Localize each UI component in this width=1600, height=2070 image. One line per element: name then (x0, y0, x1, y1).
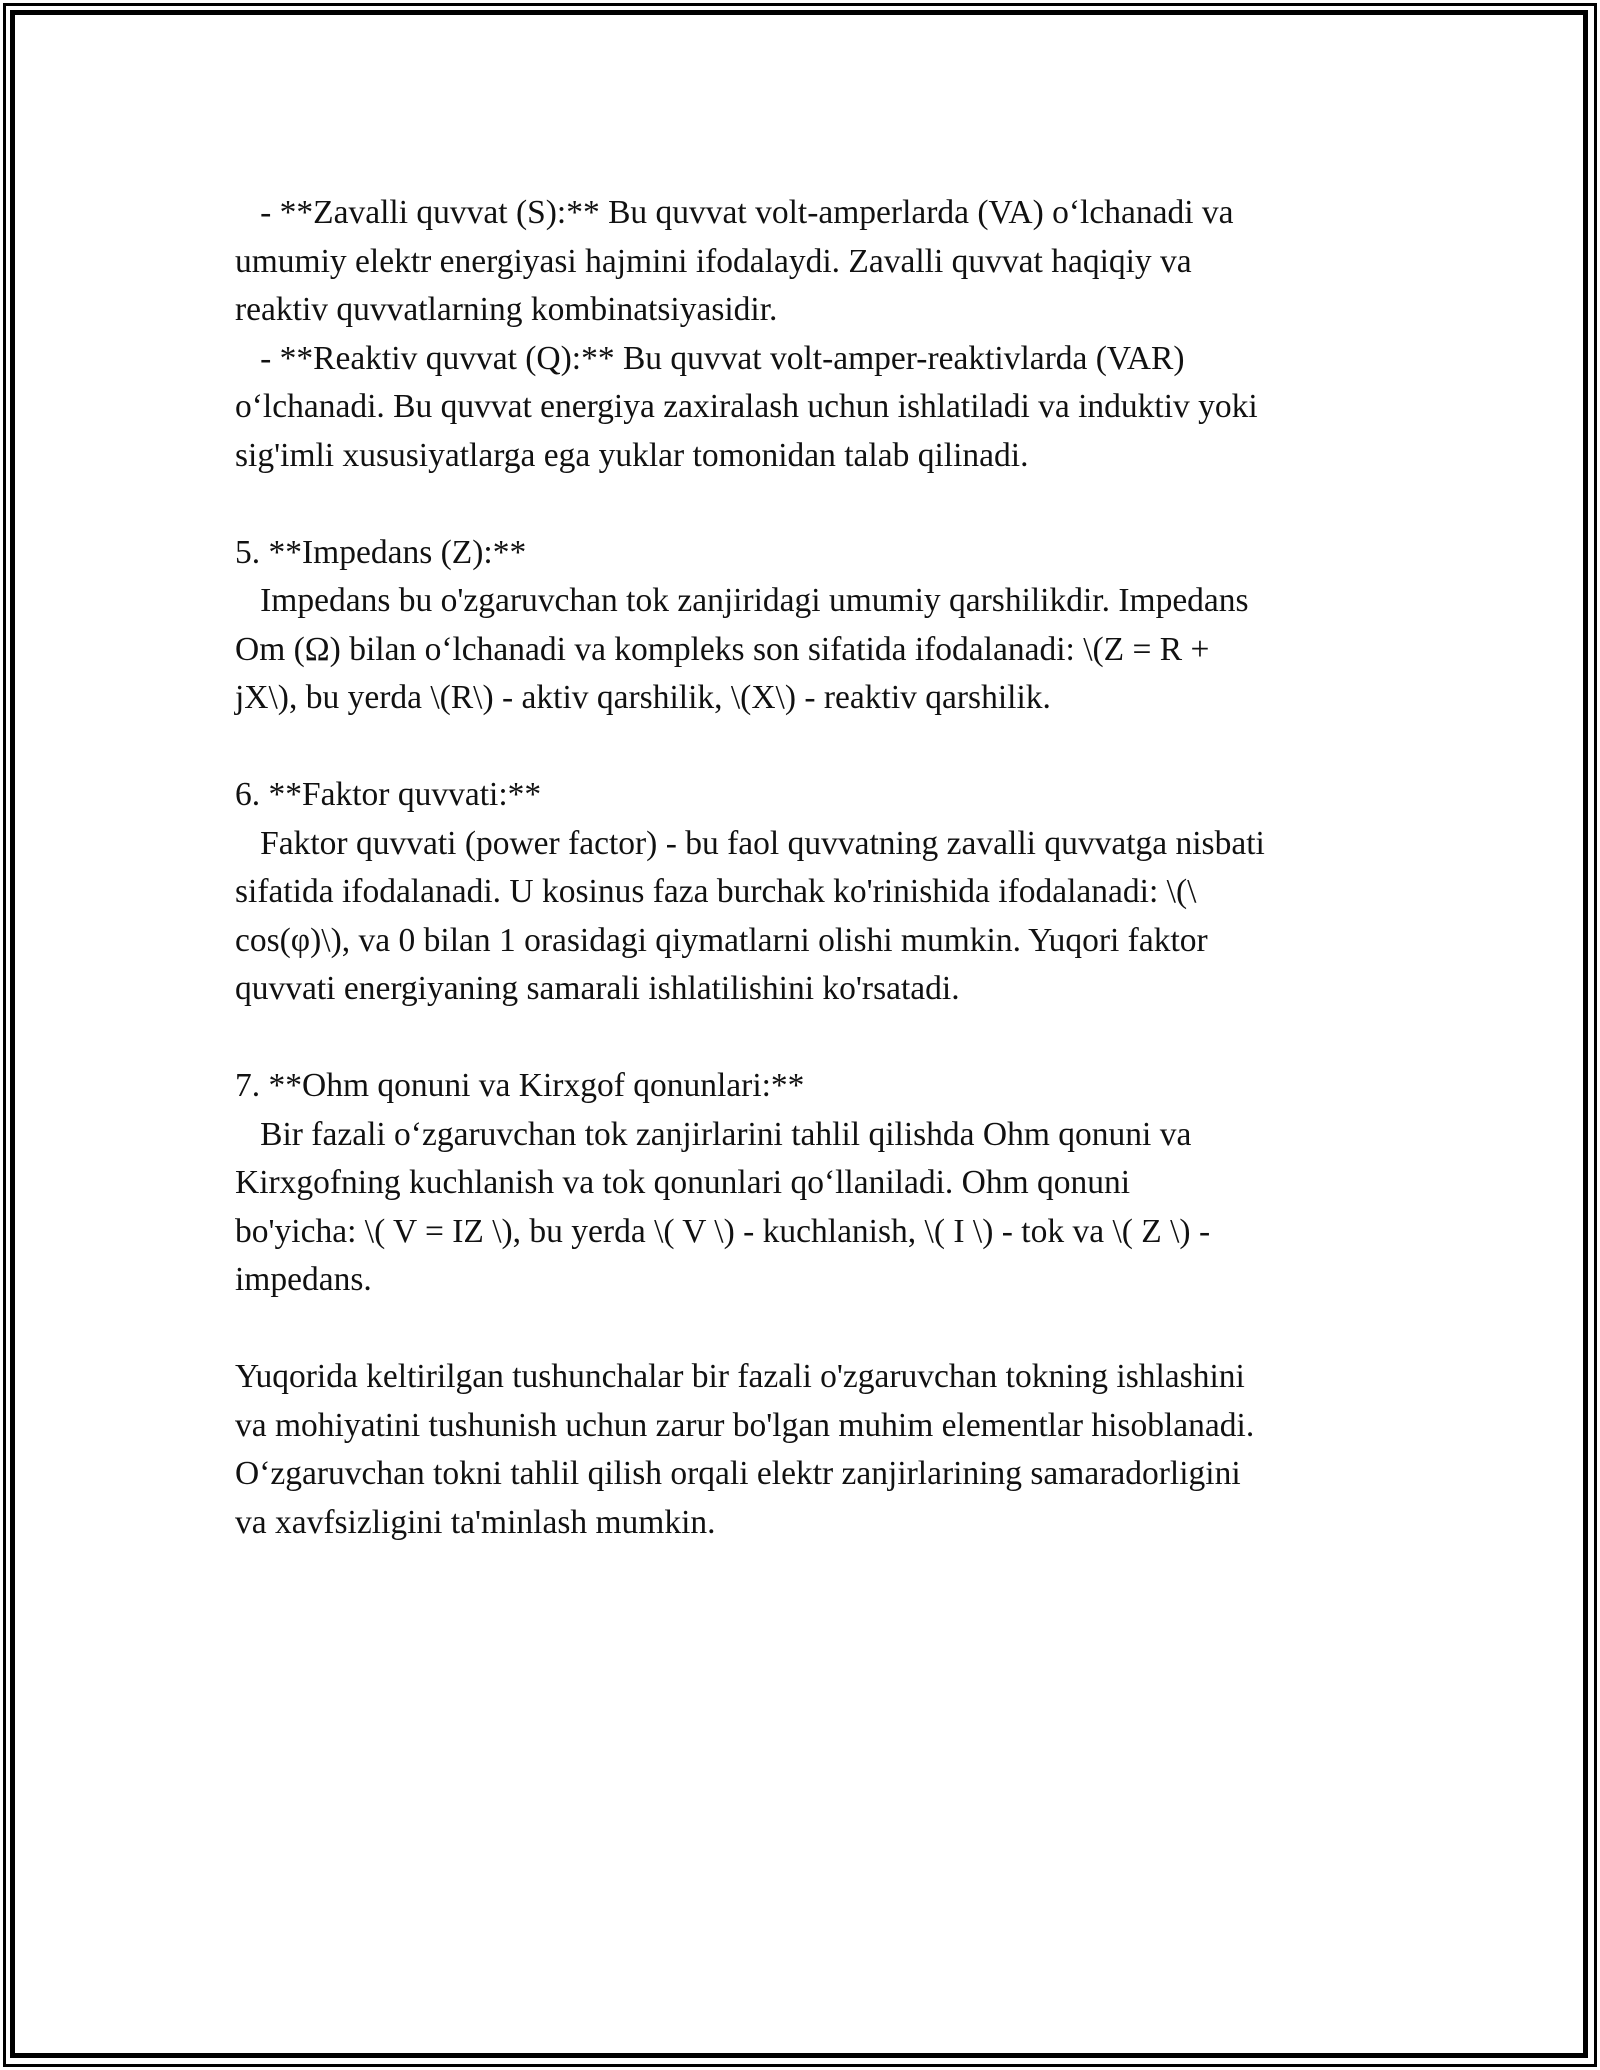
paragraph-spacer (235, 1014, 1385, 1063)
conclusion-paragraph (235, 1353, 1385, 1547)
section-ohm-kirxgof (235, 1062, 1385, 1305)
section-impedans (235, 529, 1385, 723)
text-line: reaktiv quvvatlarning kombinatsiyasidir. (235, 291, 778, 328)
bullet-reaktiv-quvvat (235, 335, 1385, 481)
text-line: va xavfsizligini ta'minlash mumkin. (235, 1503, 716, 1541)
text-line: Bir fazali oʻzgaruvchan tok zanjirlarini tahlil qilishda Ohm qonuni va (235, 1115, 1192, 1153)
text-line: cos(φ)\), va 0 bilan 1 orasidagi qiymatlarni olishi mumkin. Yuqori faktor (235, 921, 1208, 959)
text-line: impedans. (235, 1261, 372, 1298)
document-body (235, 189, 1385, 1547)
section-heading: 5. **Impedans (Z):** (235, 533, 527, 571)
text-line: va mohiyatini tushunish uchun zarur bo'lgan muhim elementlar hisoblanadi. (235, 1406, 1255, 1444)
section-faktor-quvvati (235, 771, 1385, 1014)
text-line: quvvati energiyaning samarali ishlatilishini ko'rsatadi. (235, 970, 960, 1007)
text-line: oʻlchanadi. Bu quvvat energiya zaxiralash uchun ishlatiladi va induktiv yoki (235, 388, 1258, 425)
text-line: sifatida ifodalanadi. U kosinus faza burchak ko'rinishida ifodalanadi: \(\ (235, 873, 1197, 910)
text-line: Faktor quvvati (power factor) - bu faol quvvatning zavalli quvvatga nisbati (235, 824, 1265, 862)
text-line: sig'imli xususiyatlarga ega yuklar tomonidan talab qilinadi. (235, 436, 1029, 474)
paragraph-spacer (235, 723, 1385, 772)
text-line: jX\), bu yerda \(R\) - aktiv qarshilik, \(X\) - reaktiv qarshilik. (235, 679, 1051, 716)
text-line: Oʻzgaruvchan tokni tahlil qilish orqali elektr zanjirlarining samaradorligini (235, 1455, 1241, 1492)
bullet-zavalli-quvvat (235, 189, 1385, 335)
section-heading: 6. **Faktor quvvati:** (235, 776, 542, 813)
text-line: Impedans bu o'zgaruvchan tok zanjiridagi umumiy qarshilikdir. Impedans (235, 582, 1249, 619)
text-line: Yuqorida keltirilgan tushunchalar bir fazali o'zgaruvchan tokning ishlashini (235, 1358, 1245, 1395)
paragraph-spacer (235, 1305, 1385, 1354)
text-line: bo'yicha: \( V = IZ \), bu yerda \( V \) - kuchlanish, \( I \) - tok va \( Z \) - (235, 1212, 1211, 1250)
text-line: Om (Ω) bilan oʻlchanadi va kompleks son sifatida ifodalanadi: \(Z = R + (235, 630, 1210, 668)
section-heading: 7. **Ohm qonuni va Kirxgof qonunlari:** (235, 1067, 805, 1104)
text-line: Kirxgofning kuchlanish va tok qonunlari qoʻllaniladi. Ohm qonuni (235, 1164, 1131, 1201)
paragraph-spacer (235, 480, 1385, 529)
text-line: - **Zavalli quvvat (S):** Bu quvvat volt-amperlarda (VA) oʻlchanadi va (235, 194, 1234, 231)
text-line: umumiy elektr energiyasi hajmini ifodalaydi. Zavalli quvvat haqiqiy va (235, 242, 1192, 280)
text-line: - **Reaktiv quvvat (Q):** Bu quvvat volt-amper-reaktivlarda (VAR) (235, 339, 1185, 377)
